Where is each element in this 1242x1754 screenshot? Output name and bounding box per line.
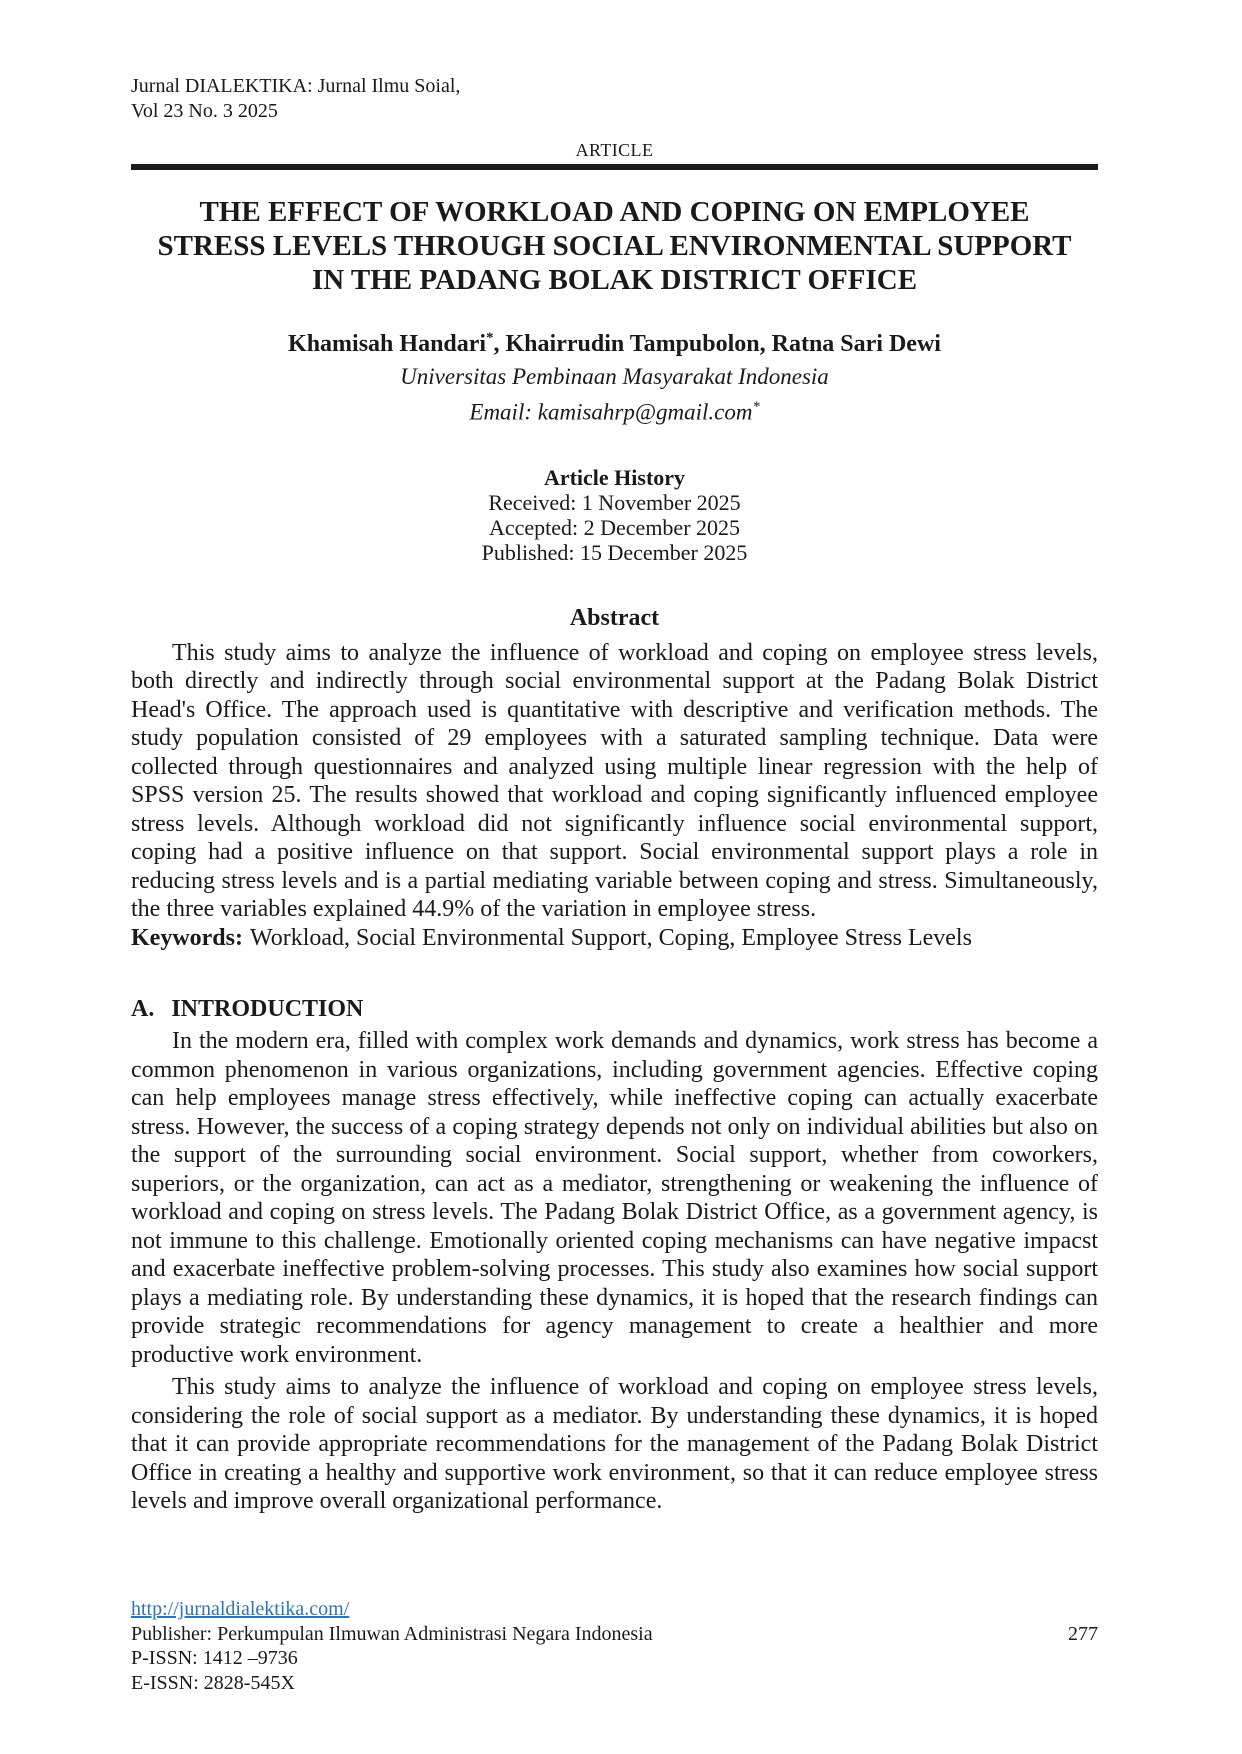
received-line: Received: 1 November 2025 (488, 489, 741, 515)
authors-line (131, 324, 1098, 358)
keywords-line (131, 924, 1098, 953)
e-issn-line: E-ISSN: 2828-545X (131, 1671, 295, 1694)
published-line: Published: 15 December 2025 (481, 539, 748, 565)
paper-title-line-1: THE EFFECT OF WORKLOAD AND COPING ON EMPLOYEE (199, 196, 1030, 228)
p-issn-line: P-ISSN: 1412 –9736 (131, 1647, 298, 1669)
email-asterisk: * (752, 399, 760, 415)
footer-url-row (131, 1597, 1098, 1622)
abstract-paragraph: This study aims to analyze the influence of workload and coping on employee stress levels, both directly and indirectly through social environmental support at the Padang Bolak District Head's Office. The approach used is quantitative with descriptive and verification methods. The study population consisted of 29 employees with a saturated sampling technique. Data were collected through questionnaires and analyzed using multiple linear regression with the help of SPSS version 25. The results showed that workload and coping significantly influenced employee stress levels. Although workload did not significantly influence social environmental support, coping had a positive influence on that support. Social environmental support plays a role in reducing stress levels and is a partial mediating variable between coping and stress. Simultaneously, the three variables explained 44.9% of the variation in employee stress. (131, 639, 1098, 923)
author-primary: Khamisah Handari (288, 331, 487, 357)
affiliation-line: Universitas Pembinaan Masyarakat Indonesia (400, 364, 829, 389)
accepted-line: Accepted: 2 December 2025 (488, 514, 741, 540)
introduction-paragraph-1: In the modern era, filled with complex work demands and dynamics, work stress has become a common phenomenon in various organizations, including government agencies. Effective coping can help employees manage stress effectively, while ineffective coping can actually exacerbate stress. However, the success of a coping strategy depends not only on individual abilities but also on the support of the surrounding social environment. Social support, whether from coworkers, superiors, or the organization, can act as a mediator, strengthening or weakening the influence of workload and coping on stress levels. The Padang Bolak District Office, as a government agency, is not immune to this challenge. Emotionally oriented coping mechanisms can have negative impacst and exacerbate ineffective problem-solving processes. This study also examines how social support plays a mediating role. By understanding these dynamics, it is hoped that the research findings can provide strategic recommendations for agency management to create a healthier and more productive work environment. (131, 1028, 1098, 1368)
introduction-heading (131, 995, 1098, 1023)
author-corresponding-asterisk: * (486, 330, 494, 346)
keywords-text: Workload, Social Environmental Support, Coping, Employee Stress Levels (249, 924, 972, 951)
journal-volume-line: Vol 23 No. 3 2025 (131, 100, 278, 122)
section-letter: A. (131, 996, 155, 1023)
email-line (131, 393, 1098, 427)
article-history-heading: Article History (543, 464, 686, 490)
paper-title (131, 195, 1098, 297)
paper-title-line-3: IN THE PADANG BOLAK DISTRICT OFFICE (311, 264, 918, 296)
journal-name-line: Jurnal DIALEKTIKA: Jurnal Ilmu Soial, (131, 75, 461, 97)
page-number: 277 (1068, 1622, 1098, 1645)
email-text: Email: kamisahrp@gmail.com (469, 399, 753, 425)
section-title: INTRODUCTION (171, 996, 364, 1023)
publisher-line: Publisher: Perkumpulan Ilmuwan Administrasi Negara Indonesia (131, 1622, 653, 1645)
keywords-label: Keywords: (131, 924, 243, 951)
article-history-block (131, 465, 1098, 565)
paper-title-line-2: STRESS LEVELS THROUGH SOCIAL ENVIRONMENTAL SUPPORT (157, 230, 1072, 262)
publisher-row (131, 1622, 1098, 1647)
content-column (131, 0, 1098, 1516)
introduction-paragraph-2: This study aims to analyze the influence of workload and coping on employee stress levels, considering the role of social support as a mediator. By understanding these dynamics, it is hoped that it can provide appropriate recommendations for the management of the Padang Bolak District Office in creating a healthy and supportive work environment, so that it can reduce employee stress levels and improve overall organizational performance. (131, 1374, 1098, 1515)
page-footer (131, 1597, 1098, 1695)
authors-rest: , Khairrudin Tampubolon, Ratna Sari Dewi (493, 331, 941, 357)
journal-url-link[interactable]: http://jurnaldialektika.com/ (131, 1598, 350, 1620)
article-type-label: ARTICLE (575, 140, 654, 160)
abstract-heading: Abstract (569, 604, 660, 631)
header-rule (131, 164, 1098, 170)
journal-header (131, 0, 1098, 124)
